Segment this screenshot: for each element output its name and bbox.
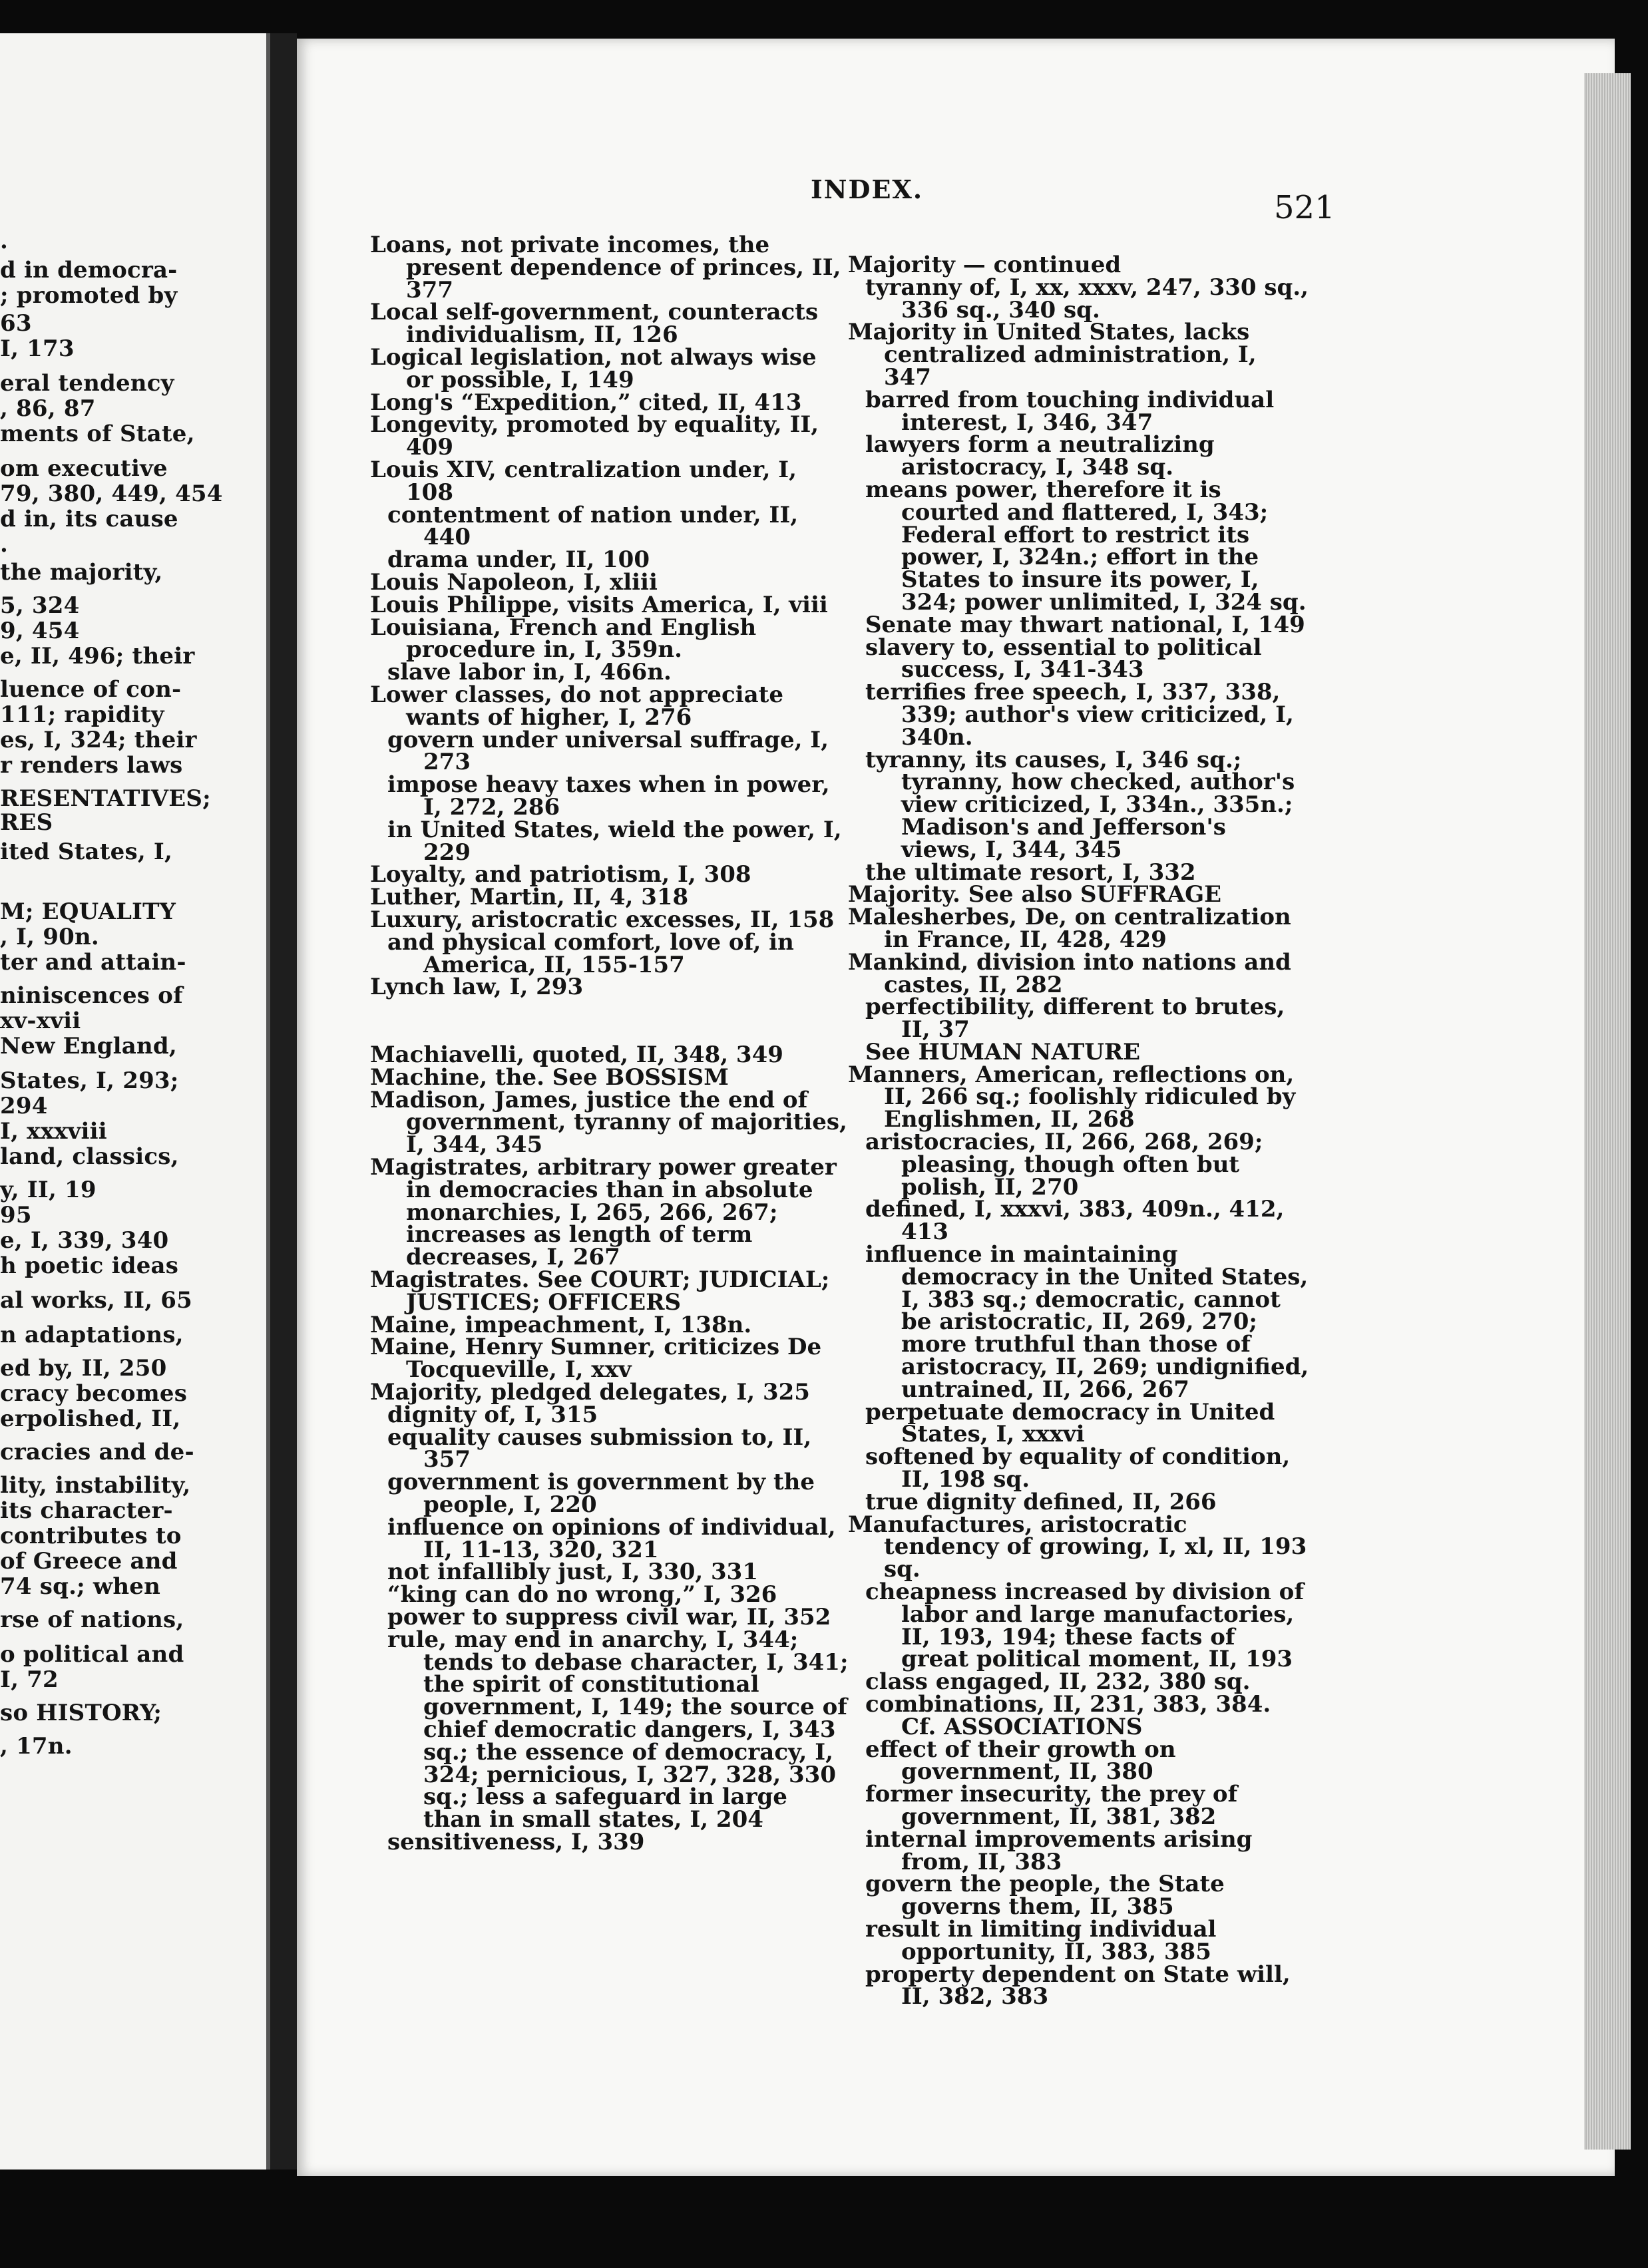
left-page-fragment: of Greece and — [0, 1548, 178, 1575]
left-page-fragment: 95 — [0, 1202, 32, 1228]
index-subentry: barred from touching individual interest, I, 346, 347 — [865, 386, 1275, 436]
index-entry: Louis Napoleon, I, xliii — [370, 568, 658, 596]
left-page-fragment: the majority, — [0, 559, 163, 586]
left-page-fragment: 74 sq.; when — [0, 1573, 161, 1600]
index-subentry: influence in maintaining democracy in the United States, I, 383 sq.; democratic, cannot be aristocratic, II, 269, 270; more truthful than those of aristocracy, II, 269; undignified, untrained, II, 266, 267 — [865, 1241, 1309, 1403]
index-subentry: the ultimate resort, I, 332 — [865, 858, 1196, 886]
book-gutter — [270, 33, 297, 2170]
left-page-fragment: 9, 454 — [0, 618, 80, 644]
left-page-fragment: cracies and de- — [0, 1439, 194, 1465]
index-subentry: impose heavy taxes when in power, I, 272, 286 — [387, 771, 830, 821]
index-subentry: Senate may thwart national, I, 149 — [865, 611, 1305, 638]
left-page-fragment: ed by, II, 250 — [0, 1355, 167, 1382]
left-page-fragment: y, II, 19 — [0, 1177, 97, 1203]
left-page-fragment: ited States, I, — [0, 839, 173, 865]
left-page-fragment: I, 72 — [0, 1666, 59, 1693]
index-entry: Madison, James, justice the end of government, tyranny of majorities, I, 344, 345 — [370, 1086, 847, 1159]
left-page-fragment: 79, 380, 449, 454 — [0, 480, 223, 507]
left-page-fragment: es, I, 324; their — [0, 727, 197, 753]
index-entry: Logical legislation, not always wise or possible, I, 149 — [370, 343, 817, 393]
index-subentry: lawyers form a neutralizing aristocracy, I, 348 sq. — [865, 431, 1215, 481]
left-page-fragment: RES — [0, 809, 53, 836]
index-entry: Majority — continued — [848, 252, 1122, 278]
left-page-fragment: o political and — [0, 1641, 184, 1668]
index-entry: Long's “Expedition,” cited, II, 413 — [370, 389, 802, 416]
index-subentry: perfectibility, different to brutes, II, 37 — [865, 994, 1285, 1043]
index-subentry: equality causes submission to, II, 357 — [387, 1423, 812, 1473]
index-subentry: influence on opinions of individual, II, 11-13, 320, 321 — [387, 1513, 836, 1563]
index-entry: Magistrates, arbitrary power greater in democracies than in absolute monarchies, I, 265, 266, 267; increases as length of term decreases, I, 267 — [370, 1154, 837, 1271]
index-subentry: means power, therefore it is courted and flattered, I, 343; Federal effort to restrict its power, I, 324n.; effort in the States to insure its power, I, 324; power unlimited, I, 324 sq. — [865, 476, 1307, 616]
index-entry: Longevity, promoted by equality, II, 409 — [370, 411, 819, 461]
running-head: INDEX. — [811, 174, 924, 204]
left-page-fragment: e, II, 496; their — [0, 643, 195, 669]
index-entry: Malesherbes, De, on centralization in France, II, 428, 429 — [848, 904, 1291, 953]
index-subentry: true dignity defined, II, 266 — [865, 1488, 1217, 1515]
left-page-fragment: om executive — [0, 455, 168, 482]
left-page-fragment: RESENTATIVES; — [0, 785, 211, 812]
index-subentry: terrifies free speech, I, 337, 338, 339; author's view criticized, I, 340n. — [865, 679, 1294, 751]
left-page-fragment: d in, its cause — [0, 506, 178, 532]
left-page-fragment: , I, 90n. — [0, 924, 99, 950]
index-entry: Maine, Henry Sumner, criticizes De Tocqueville, I, xxv — [370, 1334, 822, 1384]
left-page-fragment: land, classics, — [0, 1143, 179, 1170]
left-page-fragment: n adaptations, — [0, 1322, 184, 1348]
index-subentry: former insecurity, the prey of government, II, 381, 382 — [865, 1781, 1238, 1830]
index-entry: Majority, pledged delegates, I, 325 — [370, 1379, 810, 1406]
index-entry: Luxury, aristocratic excesses, II, 158 — [370, 906, 835, 933]
index-subentry: slave labor in, I, 466n. — [387, 659, 672, 686]
index-entry: Louis XIV, centralization under, I, 108 — [370, 456, 797, 506]
index-subentry: power to suppress civil war, II, 352 — [387, 1604, 831, 1631]
index-subentry: softened by equality of condition, II, 198 sq. — [865, 1443, 1291, 1493]
index-entry: Lower classes, do not appreciate wants of higher, I, 276 — [370, 681, 783, 731]
index-entry: Loans, not private incomes, the present dependence of princes, II, 377 — [370, 232, 841, 303]
page-number: 521 — [1274, 189, 1335, 226]
left-page-fragment: ; promoted by — [0, 282, 178, 309]
index-subentry: not infallibly just, I, 330, 331 — [387, 1559, 758, 1586]
index-entry: Louis Philippe, visits America, I, viii — [370, 591, 828, 618]
left-page-fragment: 5, 324 — [0, 592, 80, 619]
index-entry: Manufactures, aristocratic tendency of growing, I, xl, II, 193 sq. — [848, 1511, 1307, 1583]
index-subentry: slavery to, essential to political success, I, 341-343 — [865, 634, 1262, 683]
index-subentry: govern the people, the State governs them, II, 385 — [865, 1871, 1225, 1921]
left-page-fragment: al works, II, 65 — [0, 1287, 193, 1314]
left-page-fragment: . — [0, 228, 9, 254]
index-section-gap — [370, 999, 849, 1044]
index-subentry: perpetuate democracy in United States, I, xxxvi — [865, 1398, 1275, 1448]
left-page-fragment: M; EQUALITY — [0, 898, 176, 925]
left-page-fragment: States, I, 293; — [0, 1067, 179, 1094]
index-entry: Magistrates. See COURT; JUDICIAL; JUSTICES; OFFICERS — [370, 1266, 830, 1316]
left-page-fragment: erpolished, II, — [0, 1406, 181, 1432]
left-page-fragment: , 86, 87 — [0, 395, 96, 422]
index-subentry: combinations, II, 231, 383, 384. Cf. ASSOCIATIONS — [865, 1691, 1271, 1740]
index-entry: Local self-government, counteracts individualism, II, 126 — [370, 299, 819, 349]
index-entry: Machine, the. See BOSSISM — [370, 1063, 729, 1091]
index-entry: Majority in United States, lacks centralized administration, I, 347 — [848, 319, 1257, 391]
index-subentry: government is government by the people, I, 220 — [387, 1469, 815, 1519]
index-subentry: dignity of, I, 315 — [387, 1401, 598, 1428]
index-subentry: “king can do no wrong,” I, 326 — [387, 1581, 777, 1608]
index-subentry: drama under, II, 100 — [387, 546, 650, 574]
left-page-fragment: eral tendency — [0, 370, 174, 397]
left-page-fragment: 294 — [0, 1093, 48, 1119]
index-entry: Machiavelli, quoted, II, 348, 349 — [370, 1041, 783, 1069]
index-subentry: class engaged, II, 232, 380 sq. — [865, 1668, 1251, 1696]
index-entry: Mankind, division into nations and castes, II, 282 — [848, 948, 1291, 998]
index-subentry: sensitiveness, I, 339 — [387, 1828, 645, 1855]
index-subentry: internal improvements arising from, II, 383 — [865, 1825, 1253, 1875]
left-page-fragment: New England, — [0, 1033, 177, 1059]
index-subentry: govern under universal suffrage, I, 273 — [387, 726, 829, 776]
left-page-fragment: , 17n. — [0, 1733, 73, 1760]
left-page-fragment: 111; rapidity — [0, 701, 164, 728]
index-subentry: defined, I, xxxvi, 383, 409n., 412, 413 — [865, 1196, 1285, 1246]
index-entry: Loyalty, and patriotism, I, 308 — [370, 861, 751, 888]
index-subentry: cheapness increased by division of labor and large manufactories, II, 193, 194; these facts of great political moment, II, 193 — [865, 1579, 1304, 1673]
left-page-fragment: niniscences of — [0, 982, 183, 1009]
left-page-fragment: I, xxxviii — [0, 1118, 107, 1145]
index-entry: Maine, impeachment, I, 138n. — [370, 1311, 752, 1338]
left-page-fragment: lity, instability, — [0, 1472, 191, 1499]
index-subentry: effect of their growth on government, II, 380 — [865, 1736, 1176, 1786]
index-entry: Louisiana, French and English procedure in, I, 359n. — [370, 614, 757, 663]
index-entry: Majority. See also SUFFRAGE — [848, 881, 1222, 908]
left-page-fragment: contributes to — [0, 1523, 182, 1549]
left-page-fragment: d in democra- — [0, 257, 178, 284]
left-page-fragment: e, I, 339, 340 — [0, 1227, 169, 1254]
left-page-fragment: luence of con- — [0, 676, 182, 703]
index-subentry: See HUMAN NATURE — [865, 1038, 1141, 1065]
left-page-fragment: 63 — [0, 310, 32, 337]
index-subentry: and physical comfort, love of, in America, II, 155-157 — [387, 928, 794, 978]
index-column-right — [848, 254, 1310, 2008]
index-subentry: rule, may end in anarchy, I, 344; tends to debase character, I, 341; the spirit of constitutional government, I, 149; the source of chief democratic dangers, I, 343 sq.; the essence of democracy, I, 324; pernicious, I, 327, 328, 330 sq.; less a safeguard in large than in small states, I, 204 — [387, 1626, 849, 1833]
index-subentry: tyranny, its causes, I, 346 sq.; tyranny, how checked, author's view criticized, I, 334n., 335n.; Madison's and Jefferson's views, I, 344, 345 — [865, 746, 1295, 863]
left-page-fragment: rse of nations, — [0, 1606, 184, 1633]
index-subentry: property dependent on State will, II, 382, 383 — [865, 1961, 1291, 2010]
left-page-fragment: . — [0, 531, 9, 558]
index-subentry: result in limiting individual opportunity, II, 383, 385 — [865, 1915, 1217, 1965]
index-column-left — [370, 234, 849, 1854]
index-subentry: aristocracies, II, 266, 268, 269; pleasing, though often but polish, II, 270 — [865, 1129, 1263, 1201]
page-edges — [1584, 73, 1631, 2150]
index-subentry: contentment of nation under, II, 440 — [387, 501, 799, 551]
index-entry: Lynch law, I, 293 — [370, 974, 584, 1001]
left-page-fragment: so HISTORY; — [0, 1700, 162, 1726]
index-entry: Luther, Martin, II, 4, 318 — [370, 884, 689, 911]
left-page — [0, 33, 270, 2170]
index-entry: Manners, American, reflections on, II, 266 sq.; foolishly ridiculed by Englishmen, II, 268 — [848, 1061, 1296, 1133]
index-subentry: tyranny of, I, xx, xxxv, 247, 330 sq., 336 sq., 340 sq. — [865, 274, 1309, 323]
left-page-fragment: xv-xvii — [0, 1008, 81, 1034]
index-subentry: in United States, wield the power, I, 229 — [387, 816, 842, 866]
left-page-fragment: cracy becomes — [0, 1380, 188, 1407]
left-page-fragment: ter and attain- — [0, 949, 186, 976]
left-page-fragment: I, 173 — [0, 335, 75, 362]
left-page-fragment: h poetic ideas — [0, 1252, 179, 1279]
left-page-fragment: ments of State, — [0, 421, 195, 447]
left-page-fragment: r renders laws — [0, 752, 183, 779]
left-page-fragment: its character- — [0, 1497, 173, 1524]
